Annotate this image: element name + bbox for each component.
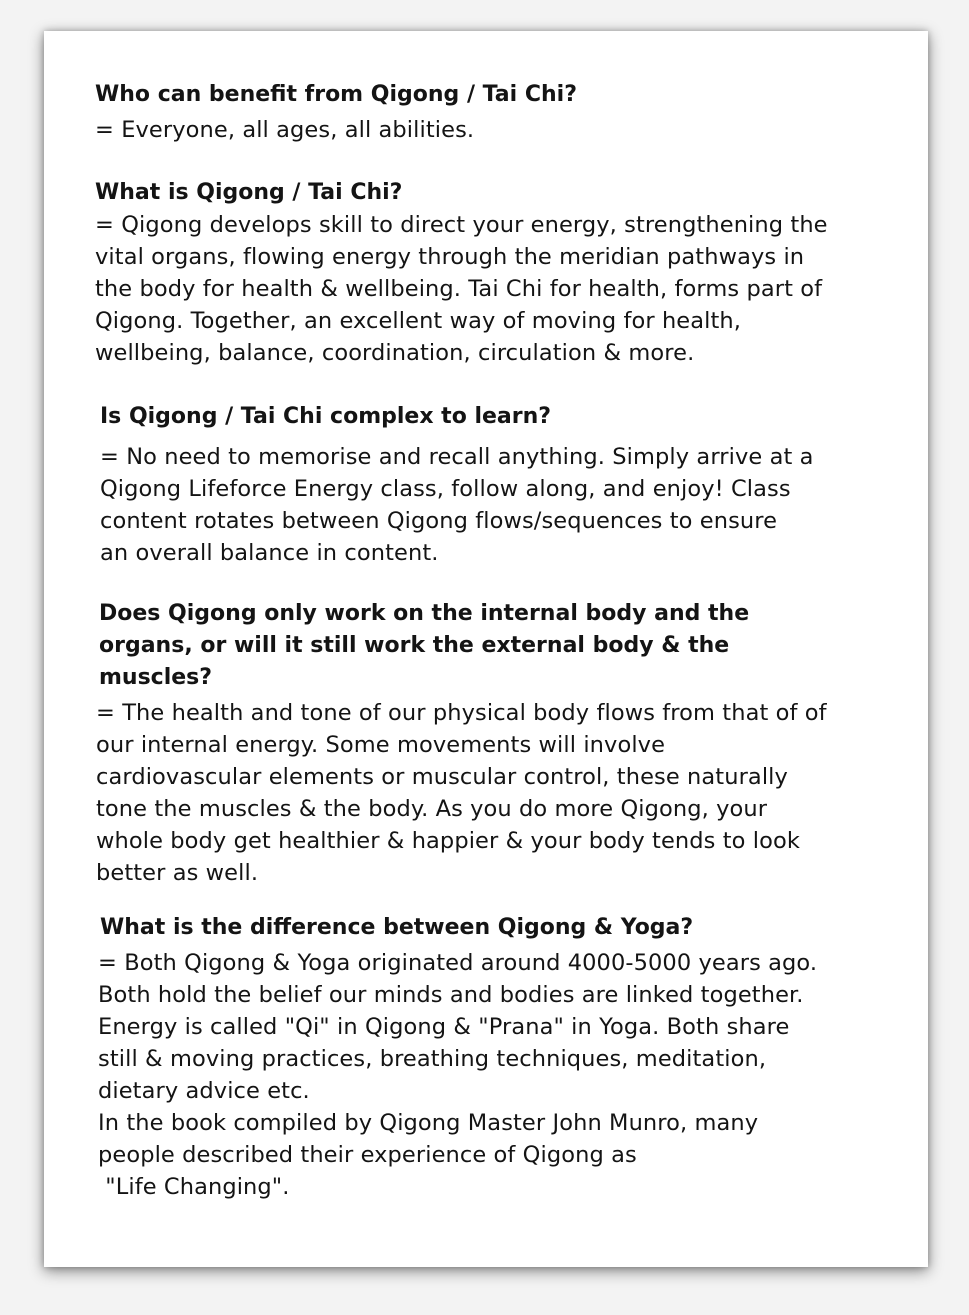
faq-item-3 bbox=[100, 401, 894, 569]
faq-item-2 bbox=[95, 177, 894, 369]
faq-answer: = Everyone, all ages, all abilities. bbox=[95, 117, 475, 143]
faq-question: Does Qigong only work on the internal body and the organs, or will it still work the external body & the muscles? bbox=[99, 601, 750, 690]
faq-item-1 bbox=[95, 79, 894, 146]
faq-answer: = Qigong develops skill to direct your energy, strengthening the vital organs, flowing energy through the meridian pathways in the body for health & wellbeing. Tai Chi for health, forms part of Qigong. Together, an excellent way of moving for health, wellbeing, balance, coordination, circulation & more. bbox=[95, 212, 828, 366]
faq-item-4 bbox=[96, 598, 894, 889]
faq-question: What is Qigong / Tai Chi? bbox=[95, 180, 403, 205]
faq-item-5 bbox=[100, 912, 894, 1203]
faq-answer: = Both Qigong & Yoga originated around 4000-5000 years ago. Both hold the belief our minds and bodies are linked together. Energy is called "Qi" in Qigong & "Prana" in Yoga. Both share still & moving practices, breathing techniques, meditation, dietary advice etc. In the book compiled by Qigong Master John Munro, many people described their experience of Qigong as "Life Changing". bbox=[98, 950, 818, 1200]
document-page bbox=[44, 31, 928, 1267]
faq-question: Who can benefit from Qigong / Tai Chi? bbox=[95, 82, 577, 107]
faq-answer: = No need to memorise and recall anything. Simply arrive at a Qigong Lifeforce Energy class, follow along, and enjoy! Class content rotates between Qigong flows/sequences to ensure an overall balance in content. bbox=[100, 444, 814, 566]
faq-question: What is the difference between Qigong & Yoga? bbox=[100, 915, 694, 940]
faq-answer: = The health and tone of our physical body flows from that of of our internal energy. Some movements will involve cardiovascular elements or muscular control, these naturally tone the muscles & the body. As you do more Qigong, your whole body get healthier & happier & your body tends to look better as well. bbox=[96, 700, 827, 886]
faq-content bbox=[94, 79, 894, 1203]
faq-question: Is Qigong / Tai Chi complex to learn? bbox=[100, 404, 552, 429]
